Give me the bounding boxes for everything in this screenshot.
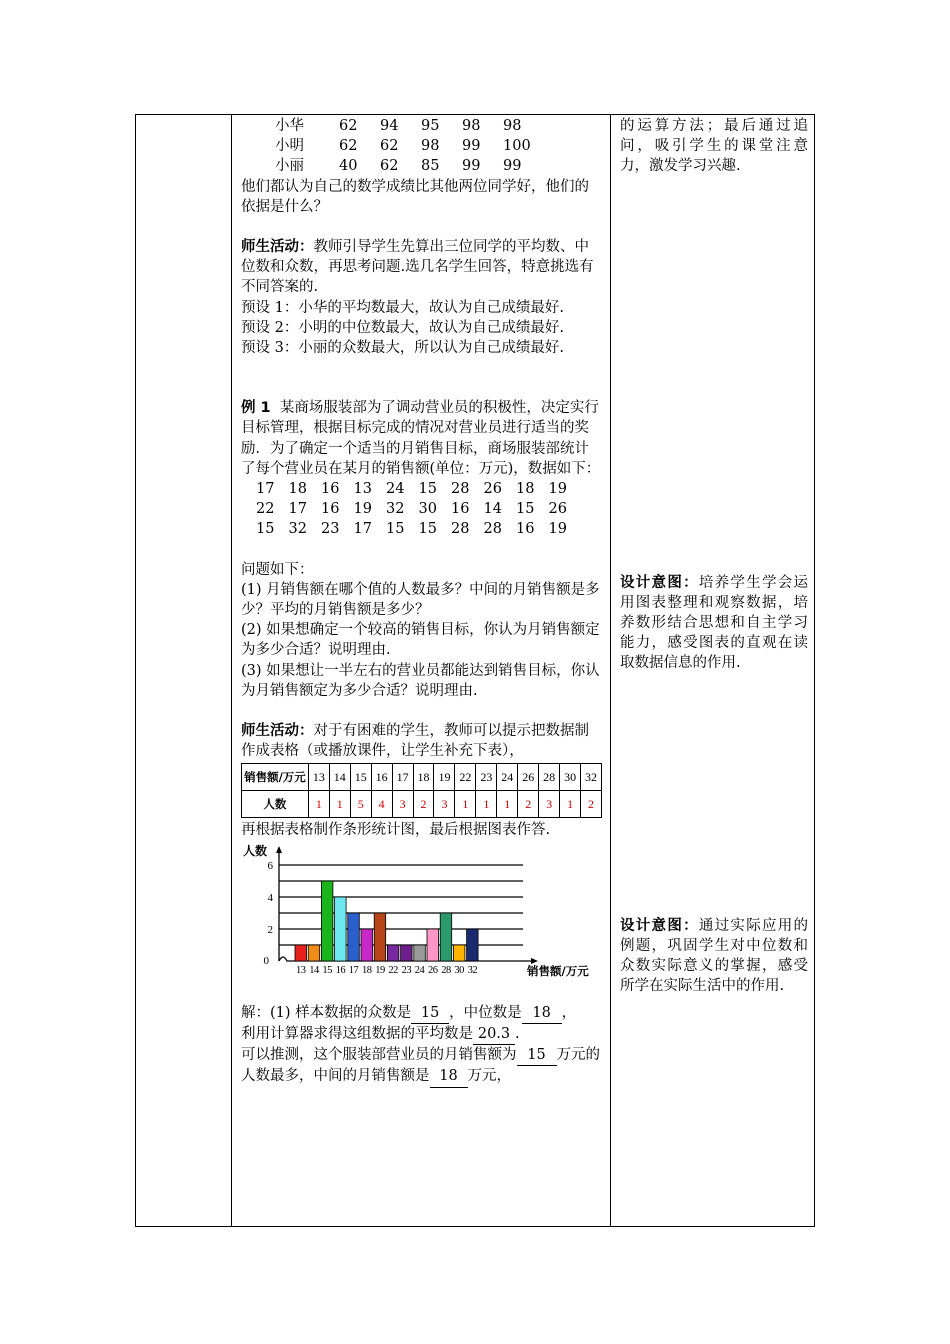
- y-tick-label: 2: [267, 923, 273, 936]
- data-value: 32: [288, 521, 307, 538]
- x-tick-label: 13: [296, 964, 306, 976]
- freq-count: 2: [581, 791, 602, 818]
- question-intro: 他们都认为自己的数学成绩比其他两位同学好，他们的依据是什么？: [241, 178, 589, 215]
- solution-text: ，中位数是: [449, 1004, 522, 1021]
- data-value: 23: [321, 521, 340, 538]
- frequency-table: [241, 763, 602, 818]
- solution-text: 万元的人数最多，中间的月销售额是: [241, 1047, 600, 1085]
- score-value: 62: [380, 138, 399, 155]
- bar: [321, 881, 333, 961]
- design-intent-2: [620, 916, 808, 997]
- data-value: 16: [321, 481, 340, 498]
- bar-chart: [241, 843, 601, 983]
- data-value: 28: [483, 521, 502, 538]
- x-tick-label: 19: [375, 964, 385, 976]
- preset-2: 预设 2：小明的中位数最大，故认为自己成绩最好.: [241, 319, 564, 336]
- bar: [361, 929, 373, 961]
- after-table-text: 再根据表格制作条形统计图，最后根据图表作答.: [241, 822, 551, 839]
- freq-value: 18: [413, 764, 434, 791]
- freq-value: 30: [560, 764, 581, 791]
- bar: [414, 945, 426, 961]
- freq-count: 5: [350, 791, 371, 818]
- freq-count: 2: [518, 791, 539, 818]
- data-value: 14: [483, 501, 502, 518]
- intent1-text: 培养学生学会运用图表整理和观察数据，培养数形结合思想和自主学习能力，感受图表的直观在读取数据信息的作用.: [620, 574, 809, 672]
- bar: [427, 929, 439, 961]
- freq-count: 1: [476, 791, 497, 818]
- y-axis-arrow: [276, 846, 282, 853]
- data-value: 18: [516, 481, 535, 498]
- design-intent-1: [620, 573, 808, 674]
- freq-value: 17: [392, 764, 413, 791]
- solution-line-1: [241, 1003, 602, 1024]
- data-value: 28: [451, 521, 470, 538]
- bar: [401, 945, 413, 961]
- bar: [440, 913, 452, 961]
- score-row: [275, 156, 544, 176]
- freq-count: 3: [539, 791, 560, 818]
- score-value: 98: [421, 138, 440, 155]
- freq-value: 26: [518, 764, 539, 791]
- freq-value: 24: [497, 764, 518, 791]
- question-1: (1) 月销售额在哪个值的人数最多？中间的月销售额是多少？平均的月销售额是多少？: [241, 581, 600, 619]
- x-tick-label: 22: [388, 964, 398, 976]
- freq-count: 1: [560, 791, 581, 818]
- x-tick-label: 15: [322, 964, 332, 976]
- data-row: [249, 519, 602, 539]
- intent2-text: 通过实际应用的例题，巩固学生对中位数和众数实际意义的掌握，感受所学在实际生活中的作用.: [620, 917, 809, 995]
- mode-answer: 15: [411, 1003, 449, 1024]
- freq-count-label: 人数: [242, 791, 309, 818]
- data-value: 24: [386, 481, 405, 498]
- data-value: 17: [353, 521, 372, 538]
- bar: [348, 913, 360, 961]
- data-value: 30: [418, 501, 437, 518]
- example1-paragraph: [241, 398, 602, 479]
- score-row: [275, 136, 544, 156]
- score-row: [275, 116, 544, 136]
- data-value: 17: [256, 481, 275, 498]
- score-value: 99: [462, 138, 481, 155]
- solution-text: 解：(1) 样本数据的众数是: [241, 1004, 412, 1021]
- example1-label: 例 1: [241, 400, 271, 417]
- activity2-label: 师生活动：: [241, 723, 314, 740]
- freq-value: 28: [539, 764, 560, 791]
- x-tick-label: 24: [414, 964, 425, 976]
- score-value: 99: [503, 158, 522, 175]
- example1-data: [249, 479, 602, 540]
- data-value: 15: [386, 521, 405, 538]
- score-value: 62: [339, 118, 358, 134]
- score-value: 99: [462, 158, 481, 175]
- x-axis-label: 销售额/万元: [527, 963, 589, 978]
- score-value: 62: [339, 138, 358, 155]
- x-tick-label: 26: [428, 964, 438, 976]
- data-value: 22: [256, 501, 275, 518]
- freq-header-label: 销售额/万元: [242, 764, 309, 791]
- activity2-text: 对于有困难的学生，教师可以提示把数据制作成表格（或播放课件，让学生补充下表），: [241, 723, 589, 760]
- student-name: 小华: [275, 118, 304, 134]
- data-value: 16: [516, 521, 535, 538]
- column-divider-1: [231, 114, 232, 1227]
- data-value: 13: [353, 481, 372, 498]
- freq-count: 3: [434, 791, 455, 818]
- data-value: 15: [516, 501, 535, 518]
- bar: [308, 945, 320, 961]
- data-value: 32: [386, 501, 405, 518]
- score-value: 98: [462, 118, 481, 134]
- freq-value: 13: [308, 764, 329, 791]
- bar: [387, 945, 399, 961]
- solution-line-3: [241, 1045, 602, 1087]
- activity2-paragraph: [241, 721, 602, 761]
- side-column: [620, 116, 808, 996]
- intent1-label: 设计意图：: [620, 574, 699, 591]
- x-tick-label: 17: [348, 964, 359, 976]
- data-value: 26: [483, 481, 502, 498]
- score-value: 95: [421, 118, 440, 134]
- y-tick-label: 6: [267, 859, 273, 872]
- bar: [467, 929, 479, 961]
- score-value: 94: [380, 118, 399, 134]
- intent2-label: 设计意图：: [620, 917, 699, 934]
- score-table: [275, 116, 544, 177]
- solution-text: .: [515, 1025, 520, 1042]
- activity1-text: 教师引导学生先算出三位同学的平均数、中位数和众数，再思考问题.选几名学生回答，特意挑选有不同答案的.: [241, 239, 594, 296]
- data-value: 15: [418, 521, 437, 538]
- freq-value: 16: [371, 764, 392, 791]
- x-tick-label: 30: [454, 964, 464, 976]
- solution-text: 万元，: [467, 1068, 511, 1085]
- y-tick-label: 4: [267, 891, 273, 904]
- freq-value: 23: [476, 764, 497, 791]
- data-value: 19: [548, 481, 567, 498]
- score-value: 85: [421, 158, 440, 175]
- data-value: 18: [288, 481, 307, 498]
- student-name: 小丽: [275, 158, 304, 175]
- side-top-text: 的运算方法；最后通过追问，吸引学生的课堂注意力，激发学习兴趣.: [620, 118, 808, 175]
- median-answer: 18: [522, 1003, 562, 1024]
- preset-3: 预设 3：小丽的众数最大，所以认为自己成绩最好.: [241, 340, 564, 357]
- score-value: 100: [503, 138, 531, 155]
- solution-text: ，: [561, 1004, 577, 1021]
- solution-line-2: [241, 1024, 602, 1045]
- question-3: (3) 如果想让一半左右的营业员都能达到销售目标，你认为月销售额定为多少合适？说明理由.: [241, 662, 600, 699]
- bar: [335, 897, 347, 961]
- example1-text: 某商场服装部为了调动营业员的积极性，决定实行目标管理，根据目标完成的情况对营业员进行适当的奖励．为了确定一个适当的月销售目标，商场服装部统计了每个营业员在某月的销售额(单位：万元)，数据如下：: [241, 400, 601, 477]
- freq-count: 4: [371, 791, 392, 818]
- data-row: [249, 499, 602, 519]
- freq-value: 32: [581, 764, 602, 791]
- solution-text: 利用计算器求得这组数据的平均数是: [241, 1025, 473, 1042]
- data-value: 19: [548, 521, 567, 538]
- data-value: 17: [288, 501, 307, 518]
- most-value-answer: 15: [517, 1045, 557, 1066]
- bar: [295, 945, 307, 961]
- freq-value: 19: [434, 764, 455, 791]
- questions-title: 问题如下：: [241, 561, 314, 578]
- freq-count: 1: [308, 791, 329, 818]
- x-tick-label: 14: [309, 964, 319, 976]
- mean-answer: 20.3: [473, 1024, 515, 1045]
- data-value: 15: [256, 521, 275, 538]
- bar: [374, 913, 386, 961]
- freq-count: 2: [413, 791, 434, 818]
- x-tick-label: 16: [335, 964, 346, 976]
- student-name: 小明: [275, 138, 304, 155]
- data-value: 15: [418, 481, 437, 498]
- question-2: (2) 如果想确定一个较高的销售目标，你认为月销售额定为多少合适？说明理由.: [241, 622, 600, 659]
- activity1-label: 师生活动：: [241, 239, 314, 256]
- main-column: [241, 116, 602, 1088]
- x-tick-label: 18: [362, 964, 372, 976]
- middle-value-answer: 18: [430, 1066, 468, 1087]
- data-value: 19: [353, 501, 372, 518]
- data-value: 26: [548, 501, 567, 518]
- y-axis-label: 人数: [243, 843, 268, 858]
- score-value: 62: [380, 158, 399, 175]
- freq-value: 14: [329, 764, 350, 791]
- data-row: [249, 479, 602, 499]
- freq-count: 1: [329, 791, 350, 818]
- score-value: 40: [339, 158, 358, 175]
- activity1-paragraph: [241, 237, 602, 298]
- x-tick-label: 32: [467, 964, 478, 976]
- freq-value: 22: [455, 764, 476, 791]
- freq-count: 1: [497, 791, 518, 818]
- data-value: 16: [451, 501, 470, 518]
- data-value: 16: [321, 501, 340, 518]
- freq-count: 1: [455, 791, 476, 818]
- solution-text: 可以推测，这个服装部营业员的月销售额为: [241, 1047, 517, 1064]
- data-value: 28: [451, 481, 470, 498]
- x-tick-label: 28: [441, 964, 451, 976]
- score-value: 98: [503, 118, 522, 134]
- freq-count: 3: [392, 791, 413, 818]
- y-tick-label: 0: [263, 954, 269, 967]
- column-divider-2: [610, 114, 611, 1227]
- bar: [453, 945, 465, 961]
- freq-value: 15: [350, 764, 371, 791]
- preset-1: 预设 1：小华的平均数最大，故认为自己成绩最好.: [241, 299, 564, 316]
- x-tick-label: 23: [401, 964, 412, 976]
